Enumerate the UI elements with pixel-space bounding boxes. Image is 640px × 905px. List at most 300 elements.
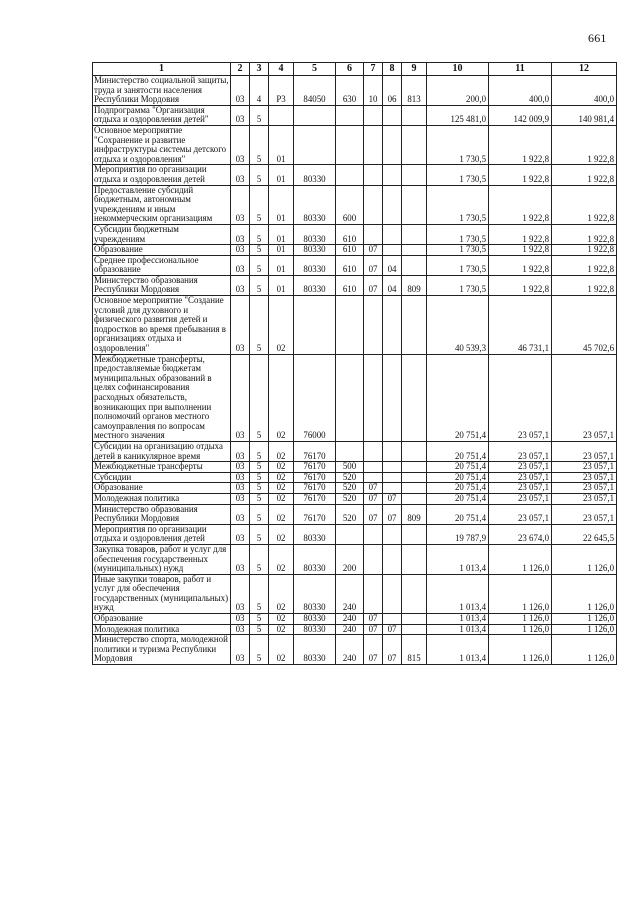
cell-code-target xyxy=(294,105,336,125)
cell-code-c: 01 xyxy=(269,165,294,185)
cell-code-b: 5 xyxy=(250,624,269,635)
cell-amount-col11: 1 922,8 xyxy=(489,125,552,164)
cell-amount-col10: 125 481,0 xyxy=(427,105,489,125)
cell-code-section: 07 xyxy=(364,245,383,256)
cell-code-target: 80330 xyxy=(294,245,336,256)
cell-code-ministry: 809 xyxy=(402,275,427,295)
cell-code-type: 240 xyxy=(336,574,364,613)
cell-code-a: 03 xyxy=(231,635,250,665)
table-row xyxy=(93,614,617,625)
cell-code-target: 80330 xyxy=(294,224,336,244)
cell-code-type: 520 xyxy=(336,483,364,494)
cell-code-section xyxy=(364,224,383,244)
cell-code-target: 76170 xyxy=(294,462,336,473)
cell-amount-col12: 23 057,1 xyxy=(552,493,617,504)
cell-code-type xyxy=(336,296,364,355)
cell-code-type xyxy=(336,105,364,125)
table-row xyxy=(93,245,617,256)
cell-amount-col11: 1 922,8 xyxy=(489,275,552,295)
header-row xyxy=(93,63,617,76)
cell-amount-col12: 400,0 xyxy=(552,76,617,106)
cell-code-section xyxy=(364,185,383,224)
cell-amount-col11: 23 057,1 xyxy=(489,354,552,441)
cell-code-subsection xyxy=(383,224,402,244)
cell-amount-col10: 1 013,4 xyxy=(427,635,489,665)
cell-amount-col12: 1 126,0 xyxy=(552,574,617,613)
table-row xyxy=(93,544,617,574)
cell-code-type: 520 xyxy=(336,504,364,524)
cell-amount-col10: 20 751,4 xyxy=(427,493,489,504)
cell-amount-col10: 1 013,4 xyxy=(427,544,489,574)
cell-code-target: 76170 xyxy=(294,483,336,494)
cell-code-b: 5 xyxy=(250,245,269,256)
table-row xyxy=(93,483,617,494)
cell-code-ministry xyxy=(402,524,427,544)
cell-code-section xyxy=(364,524,383,544)
cell-amount-col10: 1 730,5 xyxy=(427,185,489,224)
cell-amount-col10: 20 751,4 xyxy=(427,472,489,483)
cell-code-ministry xyxy=(402,296,427,355)
cell-code-c: 02 xyxy=(269,544,294,574)
cell-code-c: 02 xyxy=(269,574,294,613)
cell-code-c: 02 xyxy=(269,524,294,544)
cell-code-type: 630 xyxy=(336,76,364,106)
cell-item-name: Субсидии xyxy=(93,472,231,483)
cell-code-type: 240 xyxy=(336,635,364,665)
column-header: 6 xyxy=(336,63,364,76)
cell-code-b: 5 xyxy=(250,483,269,494)
cell-amount-col12: 1 922,8 xyxy=(552,245,617,256)
column-header: 2 xyxy=(231,63,250,76)
cell-code-c: 01 xyxy=(269,275,294,295)
cell-code-a: 03 xyxy=(231,462,250,473)
cell-code-b: 5 xyxy=(250,472,269,483)
cell-code-b: 5 xyxy=(250,544,269,574)
cell-code-b: 5 xyxy=(250,614,269,625)
cell-code-section: 07 xyxy=(364,255,383,275)
cell-amount-col10: 200,0 xyxy=(427,76,489,106)
cell-code-a: 03 xyxy=(231,296,250,355)
cell-code-type xyxy=(336,165,364,185)
cell-code-section: 07 xyxy=(364,493,383,504)
cell-amount-col10: 19 787,9 xyxy=(427,524,489,544)
column-header: 4 xyxy=(269,63,294,76)
cell-code-type: 520 xyxy=(336,493,364,504)
cell-amount-col12: 1 922,8 xyxy=(552,255,617,275)
cell-amount-col11: 1 922,8 xyxy=(489,224,552,244)
cell-code-type: 610 xyxy=(336,245,364,256)
cell-item-name: Министерство образования Республики Мордовия xyxy=(93,504,231,524)
cell-code-ministry xyxy=(402,624,427,635)
cell-code-subsection: 06 xyxy=(383,76,402,106)
cell-code-target: 80330 xyxy=(294,635,336,665)
cell-code-subsection xyxy=(383,472,402,483)
cell-code-c: 02 xyxy=(269,504,294,524)
cell-code-section xyxy=(364,296,383,355)
cell-code-b: 5 xyxy=(250,462,269,473)
table-header xyxy=(93,63,617,76)
cell-code-target: 80330 xyxy=(294,255,336,275)
cell-code-a: 03 xyxy=(231,224,250,244)
cell-amount-col11: 23 057,1 xyxy=(489,504,552,524)
cell-code-section: 07 xyxy=(364,635,383,665)
cell-item-name: Министерство образования Республики Мордовия xyxy=(93,275,231,295)
cell-code-subsection xyxy=(383,354,402,441)
cell-code-type: 240 xyxy=(336,624,364,635)
cell-amount-col12: 1 126,0 xyxy=(552,624,617,635)
cell-code-c: 01 xyxy=(269,245,294,256)
column-header: 5 xyxy=(294,63,336,76)
cell-code-b: 5 xyxy=(250,493,269,504)
cell-item-name: Образование xyxy=(93,483,231,494)
cell-code-c: 02 xyxy=(269,624,294,635)
cell-code-ministry xyxy=(402,462,427,473)
cell-item-name: Межбюджетные трансферты, предоставляемые бюджетам муниципальных образований в целях софинансирования расходных обязательств, возникающих при выполнении полномочий органов местного самоуправления по вопросам местного значения xyxy=(93,354,231,441)
cell-code-subsection: 04 xyxy=(383,275,402,295)
table-row xyxy=(93,441,617,461)
cell-code-section: 07 xyxy=(364,504,383,524)
cell-code-type: 240 xyxy=(336,614,364,625)
cell-code-ministry: 809 xyxy=(402,504,427,524)
cell-code-c: 02 xyxy=(269,462,294,473)
cell-code-a: 03 xyxy=(231,185,250,224)
cell-code-subsection xyxy=(383,125,402,164)
cell-code-a: 03 xyxy=(231,105,250,125)
cell-code-target: 84050 xyxy=(294,76,336,106)
cell-item-name: Предоставление субсидий бюджетным, автономным учреждениям и иным некоммерческим организациям xyxy=(93,185,231,224)
cell-code-b: 5 xyxy=(250,255,269,275)
cell-code-ministry xyxy=(402,185,427,224)
cell-code-b: 5 xyxy=(250,504,269,524)
cell-code-subsection: 07 xyxy=(383,504,402,524)
cell-code-ministry xyxy=(402,574,427,613)
cell-code-type: 520 xyxy=(336,472,364,483)
cell-code-a: 03 xyxy=(231,165,250,185)
cell-code-c: 02 xyxy=(269,483,294,494)
cell-code-subsection xyxy=(383,296,402,355)
cell-amount-col10: 1 013,4 xyxy=(427,574,489,613)
cell-code-ministry xyxy=(402,544,427,574)
cell-item-name: Мероприятия по организации отдыха и оздоровления детей xyxy=(93,524,231,544)
table-row xyxy=(93,504,617,524)
cell-code-section: 07 xyxy=(364,614,383,625)
cell-code-target: 80330 xyxy=(294,275,336,295)
cell-item-name: Образование xyxy=(93,614,231,625)
table-row xyxy=(93,165,617,185)
cell-code-b: 5 xyxy=(250,574,269,613)
cell-code-a: 03 xyxy=(231,472,250,483)
cell-amount-col11: 1 922,8 xyxy=(489,165,552,185)
cell-item-name: Образование xyxy=(93,245,231,256)
cell-code-a: 03 xyxy=(231,275,250,295)
cell-code-a: 03 xyxy=(231,483,250,494)
cell-item-name: Субсидии бюджетным учреждениям xyxy=(93,224,231,244)
cell-code-a: 03 xyxy=(231,493,250,504)
cell-code-a: 03 xyxy=(231,354,250,441)
cell-code-target xyxy=(294,125,336,164)
table-row xyxy=(93,255,617,275)
cell-amount-col12: 23 057,1 xyxy=(552,354,617,441)
cell-amount-col11: 1 126,0 xyxy=(489,624,552,635)
column-header: 9 xyxy=(402,63,427,76)
cell-code-b: 5 xyxy=(250,441,269,461)
cell-code-section xyxy=(364,462,383,473)
cell-code-a: 03 xyxy=(231,504,250,524)
cell-amount-col12: 23 057,1 xyxy=(552,462,617,473)
cell-item-name: Молодежная политика xyxy=(93,493,231,504)
cell-amount-col10: 1 730,5 xyxy=(427,245,489,256)
cell-amount-col10: 1 730,5 xyxy=(427,224,489,244)
cell-amount-col12: 1 126,0 xyxy=(552,614,617,625)
cell-code-target: 80330 xyxy=(294,624,336,635)
cell-code-type: 600 xyxy=(336,185,364,224)
cell-code-subsection xyxy=(383,165,402,185)
cell-amount-col11: 1 126,0 xyxy=(489,614,552,625)
cell-code-a: 03 xyxy=(231,544,250,574)
cell-code-type xyxy=(336,354,364,441)
cell-code-subsection: 07 xyxy=(383,635,402,665)
cell-amount-col10: 1 013,4 xyxy=(427,624,489,635)
table-row xyxy=(93,185,617,224)
cell-code-subsection xyxy=(383,185,402,224)
cell-code-type xyxy=(336,125,364,164)
table-row xyxy=(93,105,617,125)
cell-item-name: Среднее профессиональное образование xyxy=(93,255,231,275)
cell-item-name: Мероприятия по организации отдыха и оздоровления детей xyxy=(93,165,231,185)
cell-code-type xyxy=(336,524,364,544)
cell-amount-col12: 23 057,1 xyxy=(552,472,617,483)
cell-code-ministry xyxy=(402,245,427,256)
cell-item-name: Министерство спорта, молодежной политики и туризма Республики Мордовия xyxy=(93,635,231,665)
cell-code-b: 5 xyxy=(250,296,269,355)
cell-code-a: 03 xyxy=(231,255,250,275)
cell-code-b: 5 xyxy=(250,125,269,164)
cell-item-name: Основное мероприятие "Сохранение и развитие инфраструктуры системы детского отдыха и оздоровления" xyxy=(93,125,231,164)
cell-code-subsection xyxy=(383,245,402,256)
cell-code-b: 5 xyxy=(250,524,269,544)
cell-code-type: 610 xyxy=(336,255,364,275)
cell-item-name: Министерство социальной защиты, труда и занятости населения Республики Мордовия xyxy=(94,75,229,105)
cell-code-target: 80330 xyxy=(294,544,336,574)
cell-code-target: 76000 xyxy=(294,354,336,441)
cell-amount-col10: 40 539,3 xyxy=(427,296,489,355)
cell-item-name: Иные закупки товаров, работ и услуг для обеспечения государственных (муниципальных) нужд xyxy=(93,574,231,613)
cell-code-subsection xyxy=(383,462,402,473)
cell-item-name: Основное мероприятие "Создание условий для духовного и физического развития детей и подростков во время пребывания в организациях отдыха и оздоровления" xyxy=(93,296,231,355)
cell-code-c: 01 xyxy=(269,185,294,224)
table-row xyxy=(93,574,617,613)
cell-code-type: 610 xyxy=(336,275,364,295)
cell-code-ministry xyxy=(402,165,427,185)
cell-code-c: 02 xyxy=(269,635,294,665)
cell-code-section xyxy=(364,125,383,164)
cell-code-subsection xyxy=(383,105,402,125)
cell-code-target: 80330 xyxy=(294,185,336,224)
cell-amount-col10: 20 751,4 xyxy=(427,462,489,473)
table-row xyxy=(93,354,617,441)
cell-code-section xyxy=(364,472,383,483)
cell-code-subsection: 04 xyxy=(383,255,402,275)
cell-amount-col11: 400,0 xyxy=(489,76,552,106)
cell-amount-col12: 1 126,0 xyxy=(552,544,617,574)
cell-code-c: P3 xyxy=(269,76,294,106)
cell-amount-col10: 20 751,4 xyxy=(427,441,489,461)
cell-amount-col12: 45 702,6 xyxy=(552,296,617,355)
table-row xyxy=(93,125,617,164)
cell-code-c: 01 xyxy=(269,224,294,244)
column-header: 8 xyxy=(383,63,402,76)
column-header: 7 xyxy=(364,63,383,76)
cell-code-subsection xyxy=(383,574,402,613)
table-row xyxy=(93,524,617,544)
cell-amount-col11: 23 674,0 xyxy=(489,524,552,544)
cell-code-target: 76170 xyxy=(294,441,336,461)
cell-code-b: 5 xyxy=(250,105,269,125)
cell-amount-col11: 23 057,1 xyxy=(489,493,552,504)
budget-table xyxy=(92,62,617,665)
cell-code-section: 07 xyxy=(364,275,383,295)
cell-amount-col11: 23 057,1 xyxy=(489,462,552,473)
cell-code-target: 76170 xyxy=(294,504,336,524)
cell-code-target: 76170 xyxy=(294,472,336,483)
cell-code-section xyxy=(364,441,383,461)
cell-amount-col12: 140 981,4 xyxy=(552,105,617,125)
table-row xyxy=(93,76,617,106)
cell-amount-col10: 20 751,4 xyxy=(427,483,489,494)
cell-code-section xyxy=(364,574,383,613)
cell-code-section xyxy=(364,105,383,125)
cell-amount-col11: 1 922,8 xyxy=(489,185,552,224)
cell-amount-col12: 23 057,1 xyxy=(552,504,617,524)
cell-code-b: 5 xyxy=(250,354,269,441)
cell-code-target: 80330 xyxy=(294,574,336,613)
cell-item-name: Межбюджетные трансферты xyxy=(93,462,231,473)
cell-amount-col11: 142 009,9 xyxy=(489,105,552,125)
cell-amount-col11: 1 922,8 xyxy=(489,255,552,275)
column-header: 12 xyxy=(552,63,617,76)
cell-code-b: 5 xyxy=(250,635,269,665)
cell-amount-col11: 1 126,0 xyxy=(489,574,552,613)
cell-amount-col11: 23 057,1 xyxy=(489,472,552,483)
cell-code-c: 02 xyxy=(269,472,294,483)
cell-code-subsection: 07 xyxy=(383,624,402,635)
cell-code-ministry xyxy=(402,255,427,275)
cell-code-a: 03 xyxy=(231,614,250,625)
column-header: 3 xyxy=(250,63,269,76)
table-row xyxy=(93,275,617,295)
cell-item-name: Молодежная политика xyxy=(93,624,231,635)
cell-amount-col11: 1 922,8 xyxy=(489,245,552,256)
table-row xyxy=(93,624,617,635)
cell-code-subsection xyxy=(383,614,402,625)
cell-amount-col12: 22 645,5 xyxy=(552,524,617,544)
cell-amount-col12: 23 057,1 xyxy=(552,441,617,461)
cell-code-section: 07 xyxy=(364,483,383,494)
cell-code-target: 80330 xyxy=(294,614,336,625)
cell-code-section xyxy=(364,165,383,185)
cell-code-ministry xyxy=(402,354,427,441)
cell-code-b: 5 xyxy=(250,185,269,224)
cell-code-ministry xyxy=(402,483,427,494)
cell-code-c xyxy=(269,105,294,125)
table-row xyxy=(93,493,617,504)
cell-code-subsection xyxy=(383,524,402,544)
cell-code-target: 80330 xyxy=(294,165,336,185)
cell-amount-col10: 1 730,5 xyxy=(427,255,489,275)
cell-amount-col12: 23 057,1 xyxy=(552,483,617,494)
cell-code-a: 03 xyxy=(231,574,250,613)
cell-code-section: 07 xyxy=(364,624,383,635)
cell-code-type: 200 xyxy=(336,544,364,574)
table-row xyxy=(93,472,617,483)
cell-code-target: 76170 xyxy=(294,493,336,504)
cell-amount-col10: 1 730,5 xyxy=(427,165,489,185)
page-number: 661 xyxy=(588,31,607,45)
cell-amount-col12: 1 922,8 xyxy=(552,185,617,224)
cell-code-a: 03 xyxy=(231,624,250,635)
cell-code-c: 02 xyxy=(269,441,294,461)
column-header: 11 xyxy=(489,63,552,76)
cell-amount-col10: 1 013,4 xyxy=(427,614,489,625)
table-row xyxy=(93,296,617,355)
cell-amount-col12: 1 922,8 xyxy=(552,125,617,164)
cell-code-ministry xyxy=(402,224,427,244)
cell-amount-col10: 20 751,4 xyxy=(427,504,489,524)
cell-item-name: Закупка товаров, работ и услуг для обеспечения государственных (муниципальных) нужд xyxy=(93,544,231,574)
cell-code-subsection xyxy=(383,483,402,494)
cell-code-b: 5 xyxy=(250,275,269,295)
cell-code-c: 02 xyxy=(269,354,294,441)
cell-amount-col11: 23 057,1 xyxy=(489,483,552,494)
cell-code-c: 02 xyxy=(269,296,294,355)
cell-amount-col12: 1 922,8 xyxy=(552,224,617,244)
cell-code-c: 02 xyxy=(269,614,294,625)
cell-code-ministry xyxy=(402,472,427,483)
cell-item-name: Субсидии на организацию отдыха детей в каникулярное время xyxy=(93,441,231,461)
cell-item-name: Подпрограмма "Организация отдыха и оздоровления детей" xyxy=(93,105,231,125)
cell-amount-col11: 1 126,0 xyxy=(489,635,552,665)
cell-code-ministry: 813 xyxy=(402,76,427,106)
cell-amount-col12: 1 922,8 xyxy=(552,275,617,295)
cell-amount-col10: 1 730,5 xyxy=(427,125,489,164)
cell-amount-col10: 1 730,5 xyxy=(427,275,489,295)
cell-code-subsection xyxy=(383,441,402,461)
cell-code-ministry xyxy=(402,614,427,625)
table-row xyxy=(93,462,617,473)
cell-code-ministry xyxy=(402,105,427,125)
cell-amount-col11: 23 057,1 xyxy=(489,441,552,461)
cell-code-a: 03 xyxy=(231,125,250,164)
cell-code-b: 4 xyxy=(250,76,269,106)
cell-code-a: 03 xyxy=(231,524,250,544)
cell-code-a: 03 xyxy=(231,441,250,461)
cell-code-ministry: 815 xyxy=(402,635,427,665)
cell-code-section xyxy=(364,544,383,574)
cell-amount-col11: 1 126,0 xyxy=(489,544,552,574)
cell-code-section: 10 xyxy=(364,76,383,106)
cell-amount-col10: 20 751,4 xyxy=(427,354,489,441)
cell-code-target xyxy=(294,296,336,355)
cell-code-subsection: 07 xyxy=(383,493,402,504)
cell-code-ministry xyxy=(402,493,427,504)
cell-code-target: 80330 xyxy=(294,524,336,544)
cell-code-subsection xyxy=(383,544,402,574)
cell-code-c: 02 xyxy=(269,493,294,504)
cell-code-type: 500 xyxy=(336,462,364,473)
cell-code-c: 01 xyxy=(269,125,294,164)
cell-code-a: 03 xyxy=(231,245,250,256)
cell-code-section xyxy=(364,354,383,441)
